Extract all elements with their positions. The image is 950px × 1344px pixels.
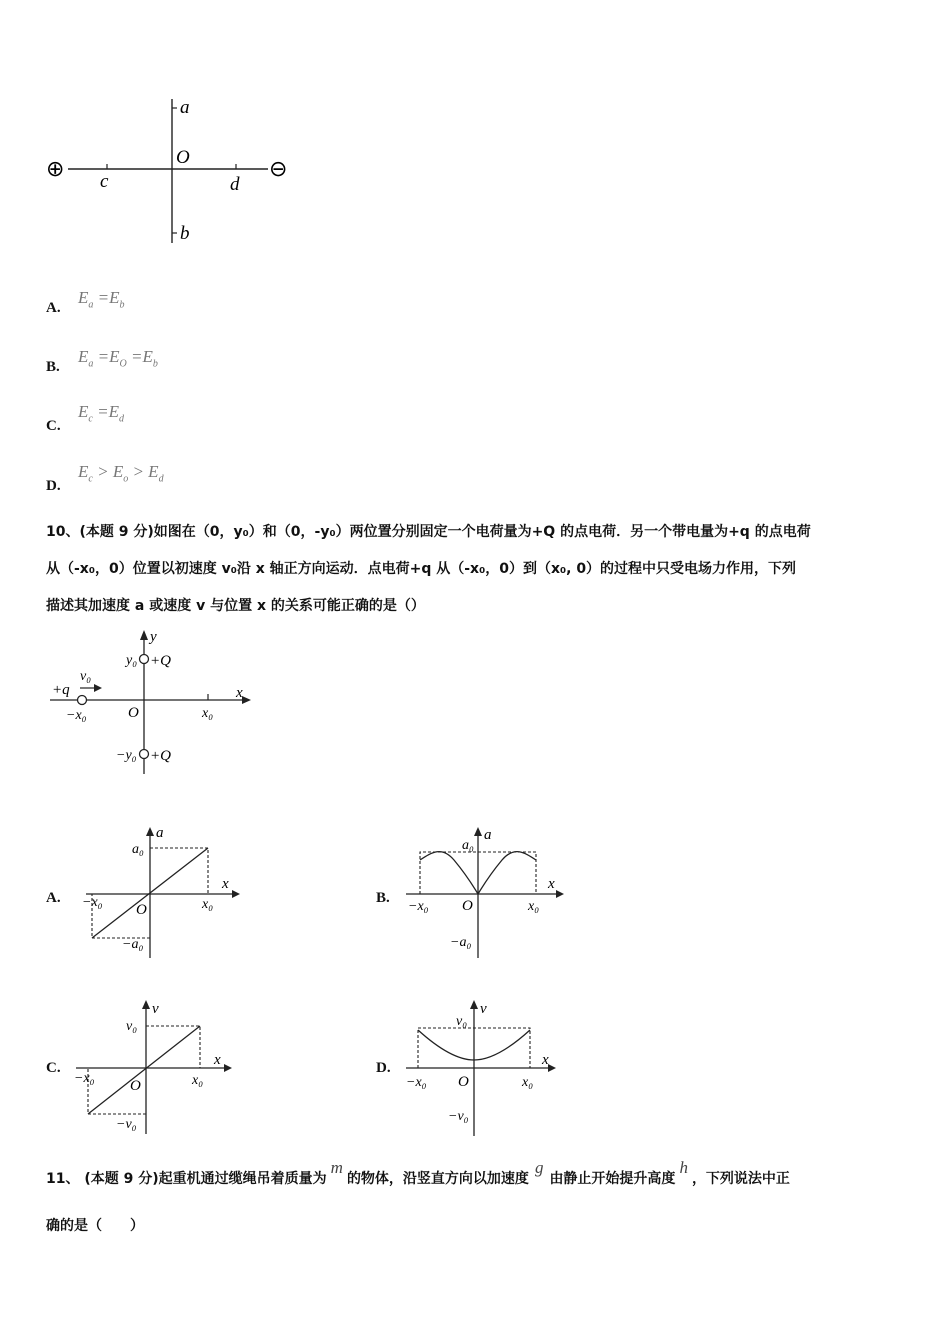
- graph-a-linear: [76, 826, 246, 962]
- svg-text:x₀: x₀: [202, 897, 214, 912]
- option-letter: A.: [46, 300, 61, 316]
- q11-line-2: 确的是（ ）: [46, 1218, 144, 1234]
- svg-text:a: a: [484, 827, 492, 843]
- q11-prefix: 11、 (本题 9 分)起重机通过缆绳吊着质量为: [46, 1171, 327, 1187]
- svg-text:O: O: [130, 1078, 141, 1094]
- svg-text:x₀: x₀: [192, 1073, 204, 1088]
- q11-mid2: 由静止开始提升高度: [549, 1171, 676, 1187]
- svg-text:v₀: v₀: [80, 669, 92, 684]
- q10-line-2: 从（-x₀，0）位置以初速度 v₀沿 x 轴正方向运动．点电荷+q 从（-x₀，0）到（x₀, 0）的过程中只受电场力作用，下列: [46, 561, 797, 577]
- q11-line-1: [46, 1158, 790, 1187]
- var-m: m: [330, 1158, 343, 1177]
- svg-text:−a₀: −a₀: [450, 935, 472, 950]
- graph-b-dual-hump: [402, 826, 572, 962]
- svg-text:O: O: [462, 898, 473, 914]
- svg-text:+Q: +Q: [150, 748, 171, 764]
- svg-text:O: O: [458, 1074, 469, 1090]
- svg-text:x: x: [222, 876, 229, 892]
- label-b: b: [180, 223, 190, 244]
- option-letter: B.: [376, 890, 390, 906]
- svg-text:−x₀: −x₀: [74, 1071, 95, 1086]
- svg-text:y: y: [150, 629, 157, 645]
- svg-text:−v₀: −v₀: [448, 1109, 469, 1124]
- svg-text:−x₀: −x₀: [82, 895, 103, 910]
- option-letter: C.: [46, 1060, 61, 1076]
- option-letter: B.: [46, 359, 60, 375]
- option-letter: A.: [46, 890, 61, 906]
- var-h: h: [679, 1158, 688, 1177]
- q11-suffix: ，下列说法中正: [691, 1171, 790, 1187]
- svg-text:x: x: [236, 685, 243, 701]
- q10-line-3: 描述其加速度 a 或速度 v 与位置 x 的关系可能正确的是（）: [46, 598, 425, 614]
- svg-text:−v₀: −v₀: [116, 1117, 137, 1132]
- svg-text:v₀: v₀: [126, 1019, 138, 1034]
- svg-text:a₀: a₀: [132, 842, 144, 857]
- svg-text:O: O: [136, 902, 147, 918]
- svg-text:x: x: [542, 1052, 549, 1068]
- svg-text:−y₀: −y₀: [116, 748, 137, 763]
- figure-q10-charges: [50, 628, 260, 776]
- svg-text:x₀: x₀: [528, 899, 540, 914]
- q10-line-1: 10、(本题 9 分)如图在（0，y₀）和（0，-y₀）两位置分别固定一个电荷量为+Q 的点电荷．另一个带电量为+q 的点电荷: [46, 524, 811, 540]
- svg-text:v: v: [480, 1001, 487, 1017]
- q10-option-a[interactable]: [46, 826, 246, 962]
- charge-top: [140, 655, 149, 664]
- option-letter: D.: [376, 1060, 391, 1076]
- option-letter: D.: [46, 478, 61, 494]
- label-c: c: [100, 171, 109, 192]
- svg-text:x: x: [214, 1052, 221, 1068]
- svg-text:v₀: v₀: [456, 1014, 468, 1029]
- charge-bottom: [140, 750, 149, 759]
- figure-q9-field-diagram: [40, 95, 300, 250]
- option-formula: $E_c > E_o > E_d$: [78, 462, 164, 485]
- svg-text:−x₀: −x₀: [66, 708, 87, 723]
- svg-text:x₀: x₀: [202, 706, 214, 721]
- label-origin: O: [176, 147, 190, 168]
- svg-text:−x₀: −x₀: [406, 1075, 427, 1090]
- svg-text:−a₀: −a₀: [122, 937, 144, 952]
- test-charge: [78, 696, 87, 705]
- var-g: g: [534, 1158, 544, 1177]
- svg-text:O: O: [128, 705, 139, 721]
- q11-mid1: 的物体，沿竖直方向以加速度: [346, 1171, 529, 1187]
- svg-text:−x₀: −x₀: [408, 899, 429, 914]
- positive-charge-icon: ⊕: [46, 156, 65, 181]
- svg-text:v: v: [152, 1001, 159, 1017]
- svg-text:a: a: [156, 826, 164, 841]
- option-formula: $E_a =E_O =E_b$: [78, 347, 158, 370]
- label-a: a: [180, 97, 190, 118]
- svg-text:+Q: +Q: [150, 653, 171, 669]
- option-formula: $E_c =E_d$: [78, 402, 124, 425]
- graph-c-linear: [72, 998, 242, 1138]
- label-d: d: [230, 174, 240, 195]
- option-letter: C.: [46, 418, 61, 434]
- graph-d-u-curve: [402, 998, 572, 1138]
- negative-charge-icon: ⊖: [269, 156, 288, 181]
- svg-text:x: x: [548, 876, 555, 892]
- svg-text:a₀: a₀: [462, 838, 474, 853]
- svg-text:y₀: y₀: [126, 653, 138, 668]
- q10-option-c[interactable]: [46, 998, 246, 1138]
- svg-text:x₀: x₀: [522, 1075, 534, 1090]
- q10-option-d[interactable]: [376, 998, 576, 1138]
- svg-text:+q: +q: [52, 682, 70, 698]
- q10-option-b[interactable]: [376, 826, 576, 962]
- option-formula: $E_a =E_b$: [78, 288, 125, 311]
